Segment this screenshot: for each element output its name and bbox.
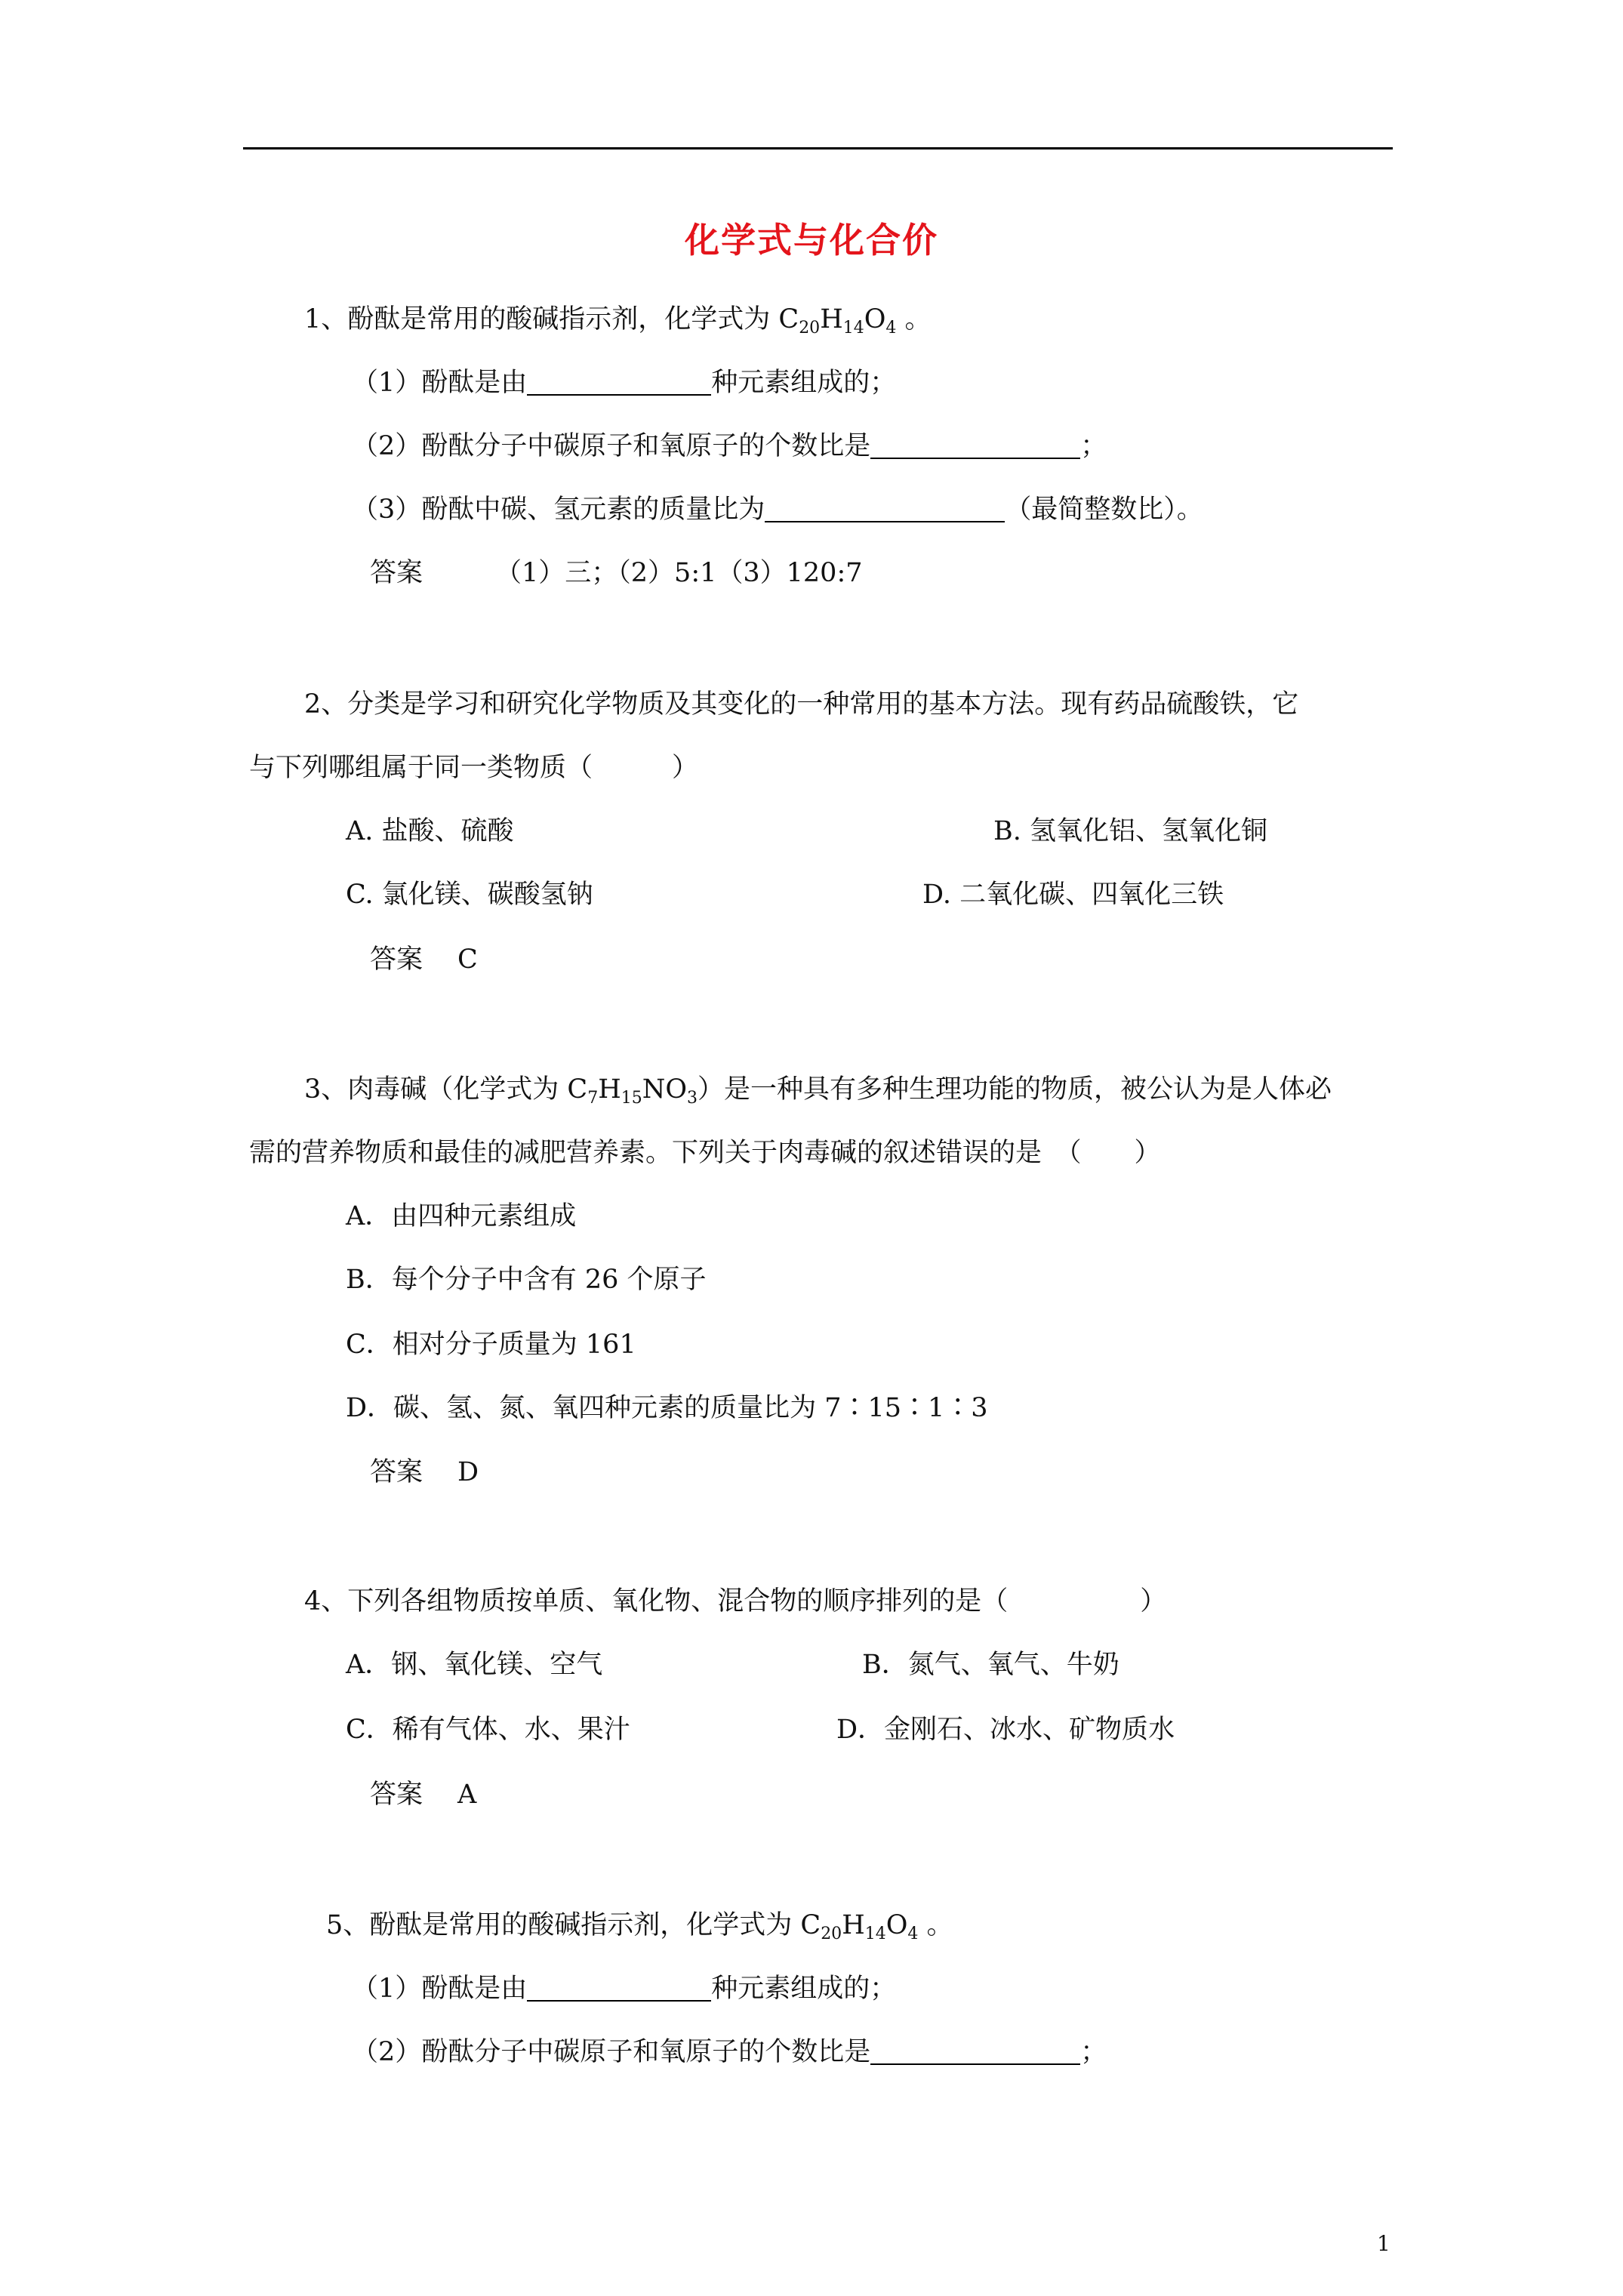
q3-option-b: B．每个分子中含有 26 个原子 bbox=[346, 1265, 707, 1295]
q2-option-a: A. 盐酸、硫酸 bbox=[346, 816, 514, 846]
q2-stem-line2: 与下列哪组属于同一类物质（ ） bbox=[249, 753, 699, 783]
q1-sub3: （3）酚酞中碳、氢元素的质量比为 （最简整数比）。 bbox=[352, 495, 1203, 525]
q3-stem-line2: 需的营养物质和最佳的减肥营养素。下列关于肉毒碱的叙述错误的是 （ ） bbox=[249, 1138, 1161, 1168]
q4-answer: 答案 A bbox=[370, 1780, 477, 1810]
q3-stem-line1: 3、肉毒碱（化学式为 $C_7H_{15}NO_3$）是一种具有多种生理功能的物质，被公认为是人体必 bbox=[304, 1074, 1332, 1108]
q3-answer: 答案 D bbox=[370, 1457, 479, 1487]
q4-option-b: B．氮气、氧气、牛奶 bbox=[862, 1650, 1119, 1680]
q4-stem: 4、下列各组物质按单质、氧化物、混合物的顺序排列的是（ ） bbox=[304, 1586, 1167, 1616]
q5-sub1: （1）酚酞是由 种元素组成的； bbox=[352, 1974, 897, 2004]
answer-blank[interactable] bbox=[870, 430, 1080, 459]
q4-option-d: D．金刚石、冰水、矿物质水 bbox=[836, 1715, 1175, 1745]
q2-option-b: B. 氢氧化铝、氢氧化铜 bbox=[993, 816, 1267, 846]
q3-option-c: C．相对分子质量为 161 bbox=[346, 1330, 636, 1360]
header-rule bbox=[243, 147, 1393, 149]
q3-option-d: D．碳、氢、氮、氧四种元素的质量比为 7∶15∶1∶3 bbox=[346, 1393, 988, 1423]
answer-blank[interactable] bbox=[765, 494, 1005, 522]
q2-answer: 答案 C bbox=[370, 945, 478, 975]
answer-blank[interactable] bbox=[527, 367, 711, 396]
q3-option-a: A．由四种元素组成 bbox=[346, 1201, 577, 1231]
q1-stem: 1、酚酞是常用的酸碱指示剂，化学式为 $C_{20}H_{14}O_4$ 。 bbox=[304, 304, 932, 337]
answer-blank[interactable] bbox=[527, 1973, 711, 2002]
page-number: 1 bbox=[1377, 2231, 1390, 2256]
answer-blank[interactable] bbox=[870, 2036, 1080, 2065]
q4-option-a: A．钢、氧化镁、空气 bbox=[346, 1650, 603, 1680]
q5-stem: 5、酚酞是常用的酸碱指示剂，化学式为 $C_{20}H_{14}O_4$ 。 bbox=[326, 1910, 953, 1943]
q4-option-c: C．稀有气体、水、果汁 bbox=[346, 1715, 630, 1745]
q1-sub2: （2）酚酞分子中碳原子和氧原子的个数比是 ； bbox=[352, 431, 1107, 461]
q1-sub1: （1）酚酞是由 种元素组成的； bbox=[352, 368, 897, 398]
q2-stem-line1: 2、分类是学习和研究化学物质及其变化的一种常用的基本方法。现有药品硫酸铁，它 bbox=[304, 689, 1299, 720]
page-title: 化学式与化合价 bbox=[685, 220, 938, 260]
q2-option-d: D. 二氧化碳、四氧化三铁 bbox=[922, 880, 1224, 910]
q2-option-c: C. 氯化镁、碳酸氢钠 bbox=[346, 880, 593, 910]
q5-sub2: （2）酚酞分子中碳原子和氧原子的个数比是 ； bbox=[352, 2037, 1107, 2067]
q1-answer: 答案 （1）三；（2）5:1（3）120:7 bbox=[370, 558, 863, 588]
